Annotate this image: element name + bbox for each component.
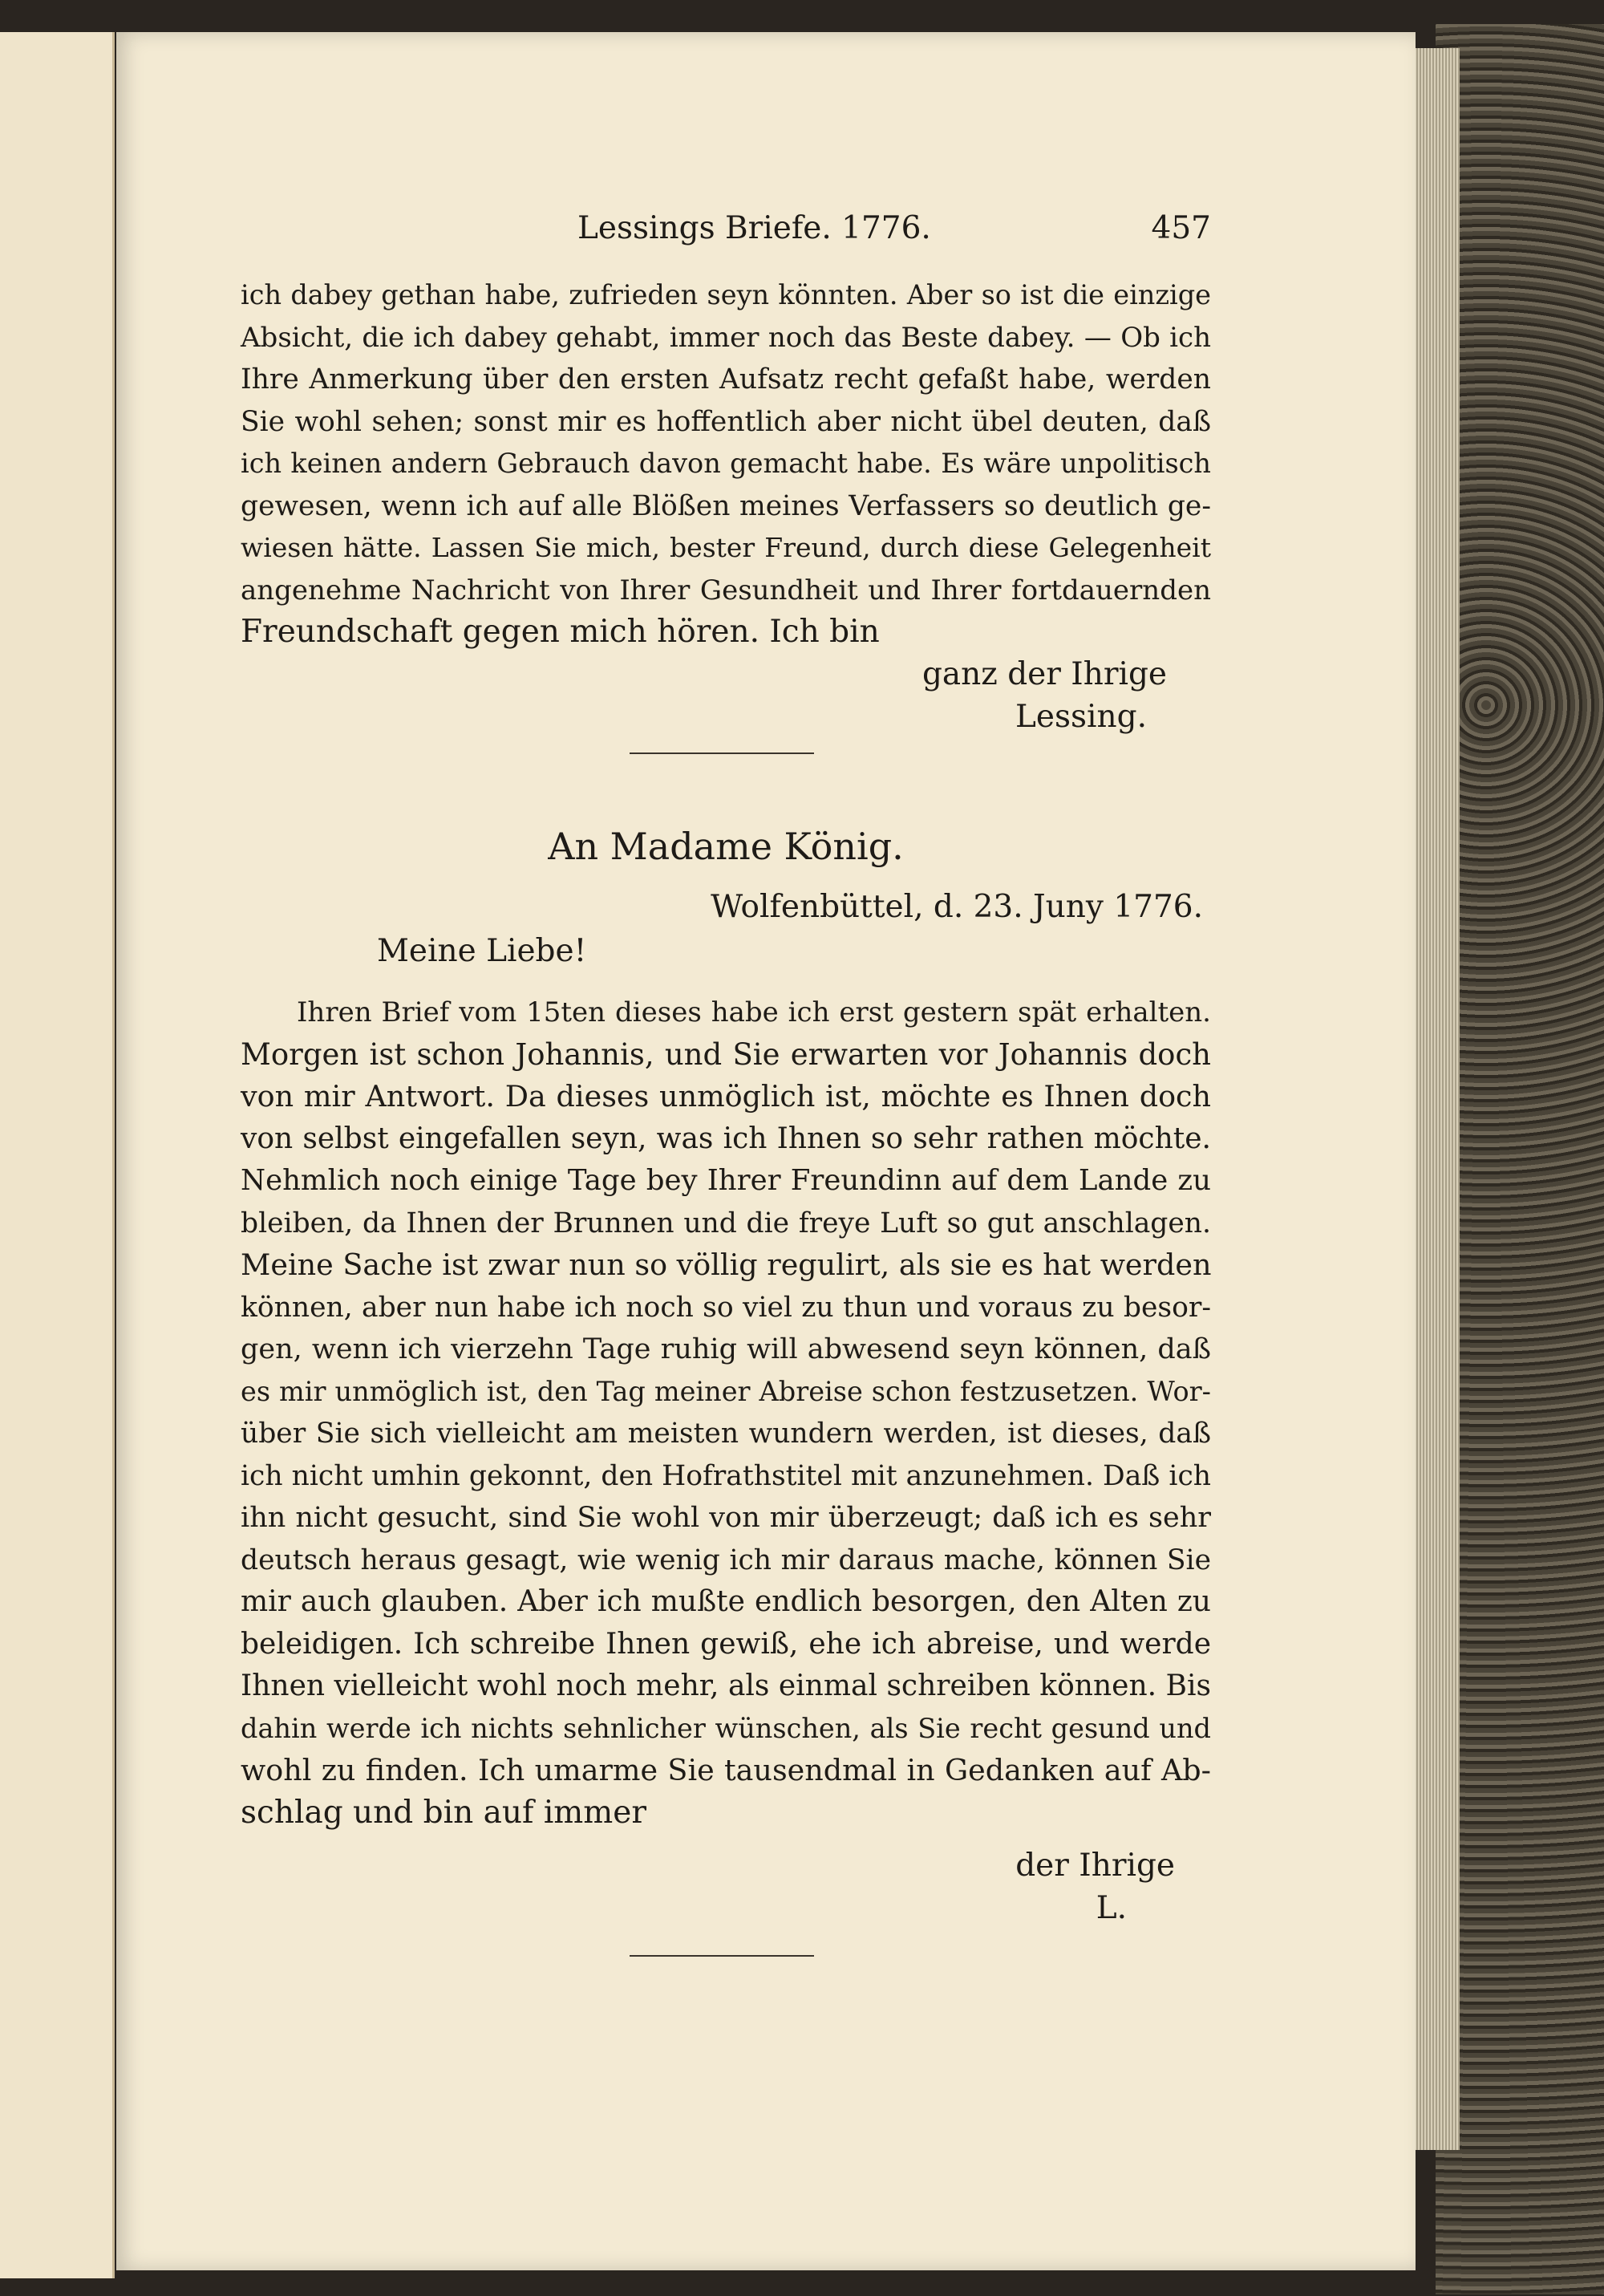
text-line: Nehmlich noch einige Tage bey Ihrer Freundinn auf dem Lande zu — [241, 1164, 1211, 1197]
text-line: gen, wenn ich vierzehn Tage ruhig will abwesend seyn können, daß — [241, 1333, 1211, 1365]
letter-1-closing: ganz der Ihrige — [921, 656, 1167, 692]
facing-page-edge — [0, 32, 115, 2278]
text-line: deutsch heraus gesagt, wie wenig ich mir daraus mache, können Sie — [241, 1544, 1211, 1576]
text-line: Ihren Brief vom 15ten dieses habe ich erst gestern spät erhalten. — [297, 996, 1211, 1028]
letter-2-dateline: Wolfenbüttel, d. 23. Juny 1776. — [711, 889, 1203, 925]
text-line: mir auch glauben. Aber ich mußte endlich besorgen, den Alten zu — [241, 1585, 1211, 1618]
page-edges — [1412, 48, 1460, 2150]
text-line: Ihre Anmerkung über den ersten Aufsatz recht gefaßt habe, werden — [241, 363, 1211, 396]
letter-2-body — [241, 992, 1211, 1834]
text-line: beleidigen. Ich schreibe Ihnen gewiß, ehe ich abreise, und werde — [241, 1627, 1211, 1661]
text-line: Morgen ist schon Johannis, und Sie erwarten vor Johannis doch — [241, 1036, 1211, 1072]
text-line: ihn nicht gesucht, sind Sie wohl von mir überzeugt; daß ich es sehr — [241, 1502, 1211, 1534]
letter-2-closing-block — [241, 1845, 1211, 1929]
letter-2-salutation-row — [241, 931, 1211, 975]
letter-2-heading: An Madame König. — [548, 825, 904, 868]
text-line: Absicht, die ich dabey gehabt, immer noch das Beste dabey. — Ob ich — [241, 321, 1211, 354]
running-title: Lessings Briefe. 1776. — [577, 210, 931, 246]
letter-2-signature: L. — [1096, 1889, 1127, 1926]
text-line: dahin werde ich nichts sehnlicher wünschen, als Sie recht gesund und — [241, 1712, 1211, 1744]
letter-1-body — [241, 274, 1211, 654]
text-line: Meine Sache ist zwar nun so völlig regulirt, als sie es hat werden — [241, 1247, 1212, 1282]
letter-2-salutation: Meine Liebe! — [377, 933, 587, 969]
letter-2-dateline-row — [241, 886, 1211, 931]
text-line: wohl zu finden. Ich umarme Sie tausendmal in Gedanken auf Ab- — [241, 1753, 1211, 1787]
letter-1-signature: Lessing. — [1015, 698, 1147, 735]
text-line: von mir Antwort. Da dieses unmöglich ist, möchte es Ihnen doch — [241, 1079, 1211, 1114]
text-line: schlag und bin auf immer — [241, 1794, 646, 1831]
text-line: ich dabey gethan habe, zufrieden seyn könnten. Aber so ist die einzige — [241, 279, 1211, 310]
text-line: über Sie sich vielleicht am meisten wundern werden, ist dieses, daß — [241, 1418, 1211, 1450]
text-line: Freundschaft gegen mich hören. Ich bin — [241, 614, 880, 650]
page-number: 457 — [1151, 210, 1211, 246]
text-line: Sie wohl sehen; sonst mir es hoffentlich aber nicht übel deuten, daß — [241, 405, 1211, 438]
text-line: Ihnen vielleicht wohl noch mehr, als einmal schreiben können. Bis — [241, 1669, 1211, 1702]
text-line: ich nicht umhin gekonnt, den Hofrathstitel mit anzunehmen. Daß ich — [241, 1459, 1211, 1492]
text-line: bleiben, da Ihnen der Brunnen und die freye Luft so gut anschlagen. — [241, 1207, 1211, 1239]
text-line: es mir unmöglich ist, den Tag meiner Abreise schon festzusetzen. Wor- — [241, 1375, 1211, 1407]
text-line: gewesen, wenn ich auf alle Blößen meines Verfassers so deutlich ge- — [241, 489, 1211, 522]
text-line: können, aber nun habe ich noch so viel zu thun und voraus zu besor- — [241, 1291, 1211, 1324]
marbled-cover — [1436, 24, 1604, 2294]
text-line: ich keinen andern Gebrauch davon gemacht habe. Es wäre unpolitisch — [241, 448, 1211, 479]
text-line: wiesen hätte. Lassen Sie mich, bester Freund, durch diese Gelegenheit — [241, 532, 1211, 563]
text-line: angenehme Nachricht von Ihrer Gesundheit und Ihrer fortdauernden — [241, 574, 1211, 606]
running-header — [241, 210, 1211, 252]
section-divider — [630, 752, 814, 754]
letter-2-closing: der Ihrige — [1015, 1848, 1175, 1884]
text-line: von selbst eingefallen seyn, was ich Ihnen so sehr rathen möchte. — [241, 1122, 1211, 1155]
end-divider — [630, 1955, 814, 1957]
letter-1-closing-block — [241, 654, 1211, 738]
